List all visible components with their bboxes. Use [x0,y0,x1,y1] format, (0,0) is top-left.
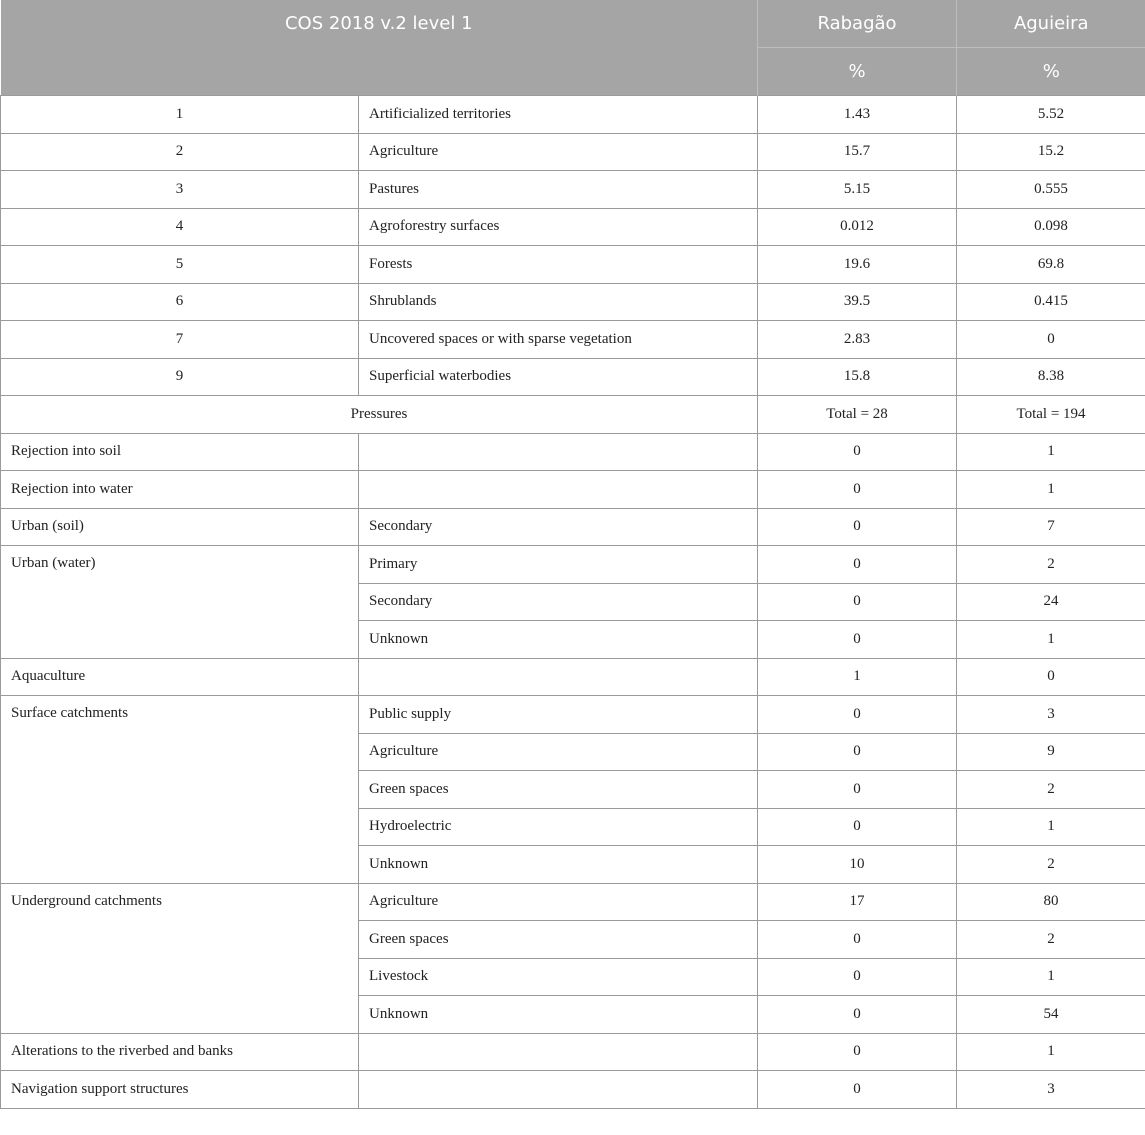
pressure-name: Rejection into water [1,471,359,509]
aguieira-value: 0.098 [957,208,1145,246]
land-use-name: Agroforestry surfaces [359,208,758,246]
table-row [1,96,1145,134]
pressure-name: Aquaculture [1,658,359,696]
land-use-code: 1 [1,96,359,134]
rabagao-value: 17 [758,883,957,921]
rabagao-value: 0 [758,996,957,1034]
pressure-sub: Agriculture [359,883,758,921]
aguieira-value: 2 [957,846,1145,884]
pressure-name: Alterations to the riverbed and banks [1,1033,359,1071]
rabagao-value: 0 [758,546,957,584]
rabagao-value: 0.012 [758,208,957,246]
header-rabagao: Rabagão [758,0,957,48]
rabagao-value: 0 [758,921,957,959]
rabagao-value: 19.6 [758,246,957,284]
land-use-code: 6 [1,283,359,321]
rabagao-value: 0 [758,958,957,996]
rabagao-value: 1.43 [758,96,957,134]
aguieira-value: 0 [957,658,1145,696]
table-row [1,883,1145,921]
pressure-sub: Green spaces [359,771,758,809]
rabagao-value: 0 [758,621,957,659]
pressure-sub: Hydroelectric [359,808,758,846]
rabagao-value: 0 [758,471,957,509]
header-title: COS 2018 v.2 level 1 [1,0,758,96]
rabagao-value: 0 [758,733,957,771]
aguieira-value: 1 [957,808,1145,846]
aguieira-value: 69.8 [957,246,1145,284]
pressure-sub: Agriculture [359,733,758,771]
pressure-sub [359,1033,758,1071]
aguieira-value: 0 [957,321,1145,359]
aguieira-value: 8.38 [957,358,1145,396]
land-use-code: 7 [1,321,359,359]
table-row [1,133,1145,171]
rabagao-value: 15.7 [758,133,957,171]
pressure-sub [359,471,758,509]
table-row [1,433,1145,471]
table-row [1,471,1145,509]
rabagao-value: 10 [758,846,957,884]
aguieira-value: 3 [957,696,1145,734]
pressure-name: Rejection into soil [1,433,359,471]
rabagao-value: 15.8 [758,358,957,396]
aguieira-value: 2 [957,546,1145,584]
aguieira-value: 24 [957,583,1145,621]
aguieira-value: 1 [957,1033,1145,1071]
land-use-code: 3 [1,171,359,209]
pressure-sub [359,433,758,471]
rabagao-value: 0 [758,508,957,546]
table-row [1,696,1145,734]
pressure-name: Underground catchments [1,883,359,1033]
aguieira-value: 3 [957,1071,1145,1109]
table-row [1,283,1145,321]
table-row [1,1071,1145,1109]
pressure-sub [359,1071,758,1109]
land-use-name: Forests [359,246,758,284]
rabagao-value: 0 [758,1033,957,1071]
pressure-sub: Secondary [359,508,758,546]
total-rabagao: Total = 28 [758,396,957,434]
aguieira-value: 80 [957,883,1145,921]
table-row [1,508,1145,546]
table-row [1,246,1145,284]
pressure-sub: Primary [359,546,758,584]
pressure-name: Urban (soil) [1,508,359,546]
pressures-header-row [1,396,1145,434]
land-use-code: 4 [1,208,359,246]
land-use-code: 2 [1,133,359,171]
pressure-sub: Unknown [359,621,758,659]
table-row [1,321,1145,359]
rabagao-value: 0 [758,1071,957,1109]
table-row [1,208,1145,246]
land-use-name: Uncovered spaces or with sparse vegetation [359,321,758,359]
aguieira-value: 1 [957,958,1145,996]
table-row [1,358,1145,396]
pressure-name: Urban (water) [1,546,359,659]
table-row [1,1033,1145,1071]
rabagao-value: 0 [758,771,957,809]
land-use-name: Artificialized territories [359,96,758,134]
aguieira-value: 1 [957,621,1145,659]
header-aguieira: Aguieira [957,0,1145,48]
land-use-code: 5 [1,246,359,284]
rabagao-value: 0 [758,583,957,621]
table-row [1,658,1145,696]
rabagao-value: 0 [758,696,957,734]
rabagao-value: 5.15 [758,171,957,209]
aguieira-value: 1 [957,433,1145,471]
rabagao-value: 0 [758,433,957,471]
unit-rabagao: % [758,48,957,96]
table-row [1,171,1145,209]
land-use-code: 9 [1,358,359,396]
land-use-name: Shrublands [359,283,758,321]
rabagao-value: 2.83 [758,321,957,359]
pressure-sub: Unknown [359,846,758,884]
land-use-name: Agriculture [359,133,758,171]
aguieira-value: 2 [957,771,1145,809]
aguieira-value: 1 [957,471,1145,509]
pressure-name: Surface catchments [1,696,359,884]
aguieira-value: 9 [957,733,1145,771]
aguieira-value: 0.555 [957,171,1145,209]
land-use-name: Superficial waterbodies [359,358,758,396]
aguieira-value: 15.2 [957,133,1145,171]
aguieira-value: 2 [957,921,1145,959]
aguieira-value: 54 [957,996,1145,1034]
aguieira-value: 7 [957,508,1145,546]
aguieira-value: 0.415 [957,283,1145,321]
rabagao-value: 0 [758,808,957,846]
rabagao-value: 39.5 [758,283,957,321]
total-aguieira: Total = 194 [957,396,1145,434]
aguieira-value: 5.52 [957,96,1145,134]
table-row [1,546,1145,584]
pressures-label: Pressures [1,396,758,434]
pressure-name: Navigation support structures [1,1071,359,1109]
pressure-sub: Green spaces [359,921,758,959]
pressure-sub: Public supply [359,696,758,734]
unit-aguieira: % [957,48,1145,96]
pressure-sub: Livestock [359,958,758,996]
pressure-sub: Unknown [359,996,758,1034]
rabagao-value: 1 [758,658,957,696]
pressure-sub: Secondary [359,583,758,621]
land-use-name: Pastures [359,171,758,209]
pressure-sub [359,658,758,696]
table-header [1,0,1145,96]
